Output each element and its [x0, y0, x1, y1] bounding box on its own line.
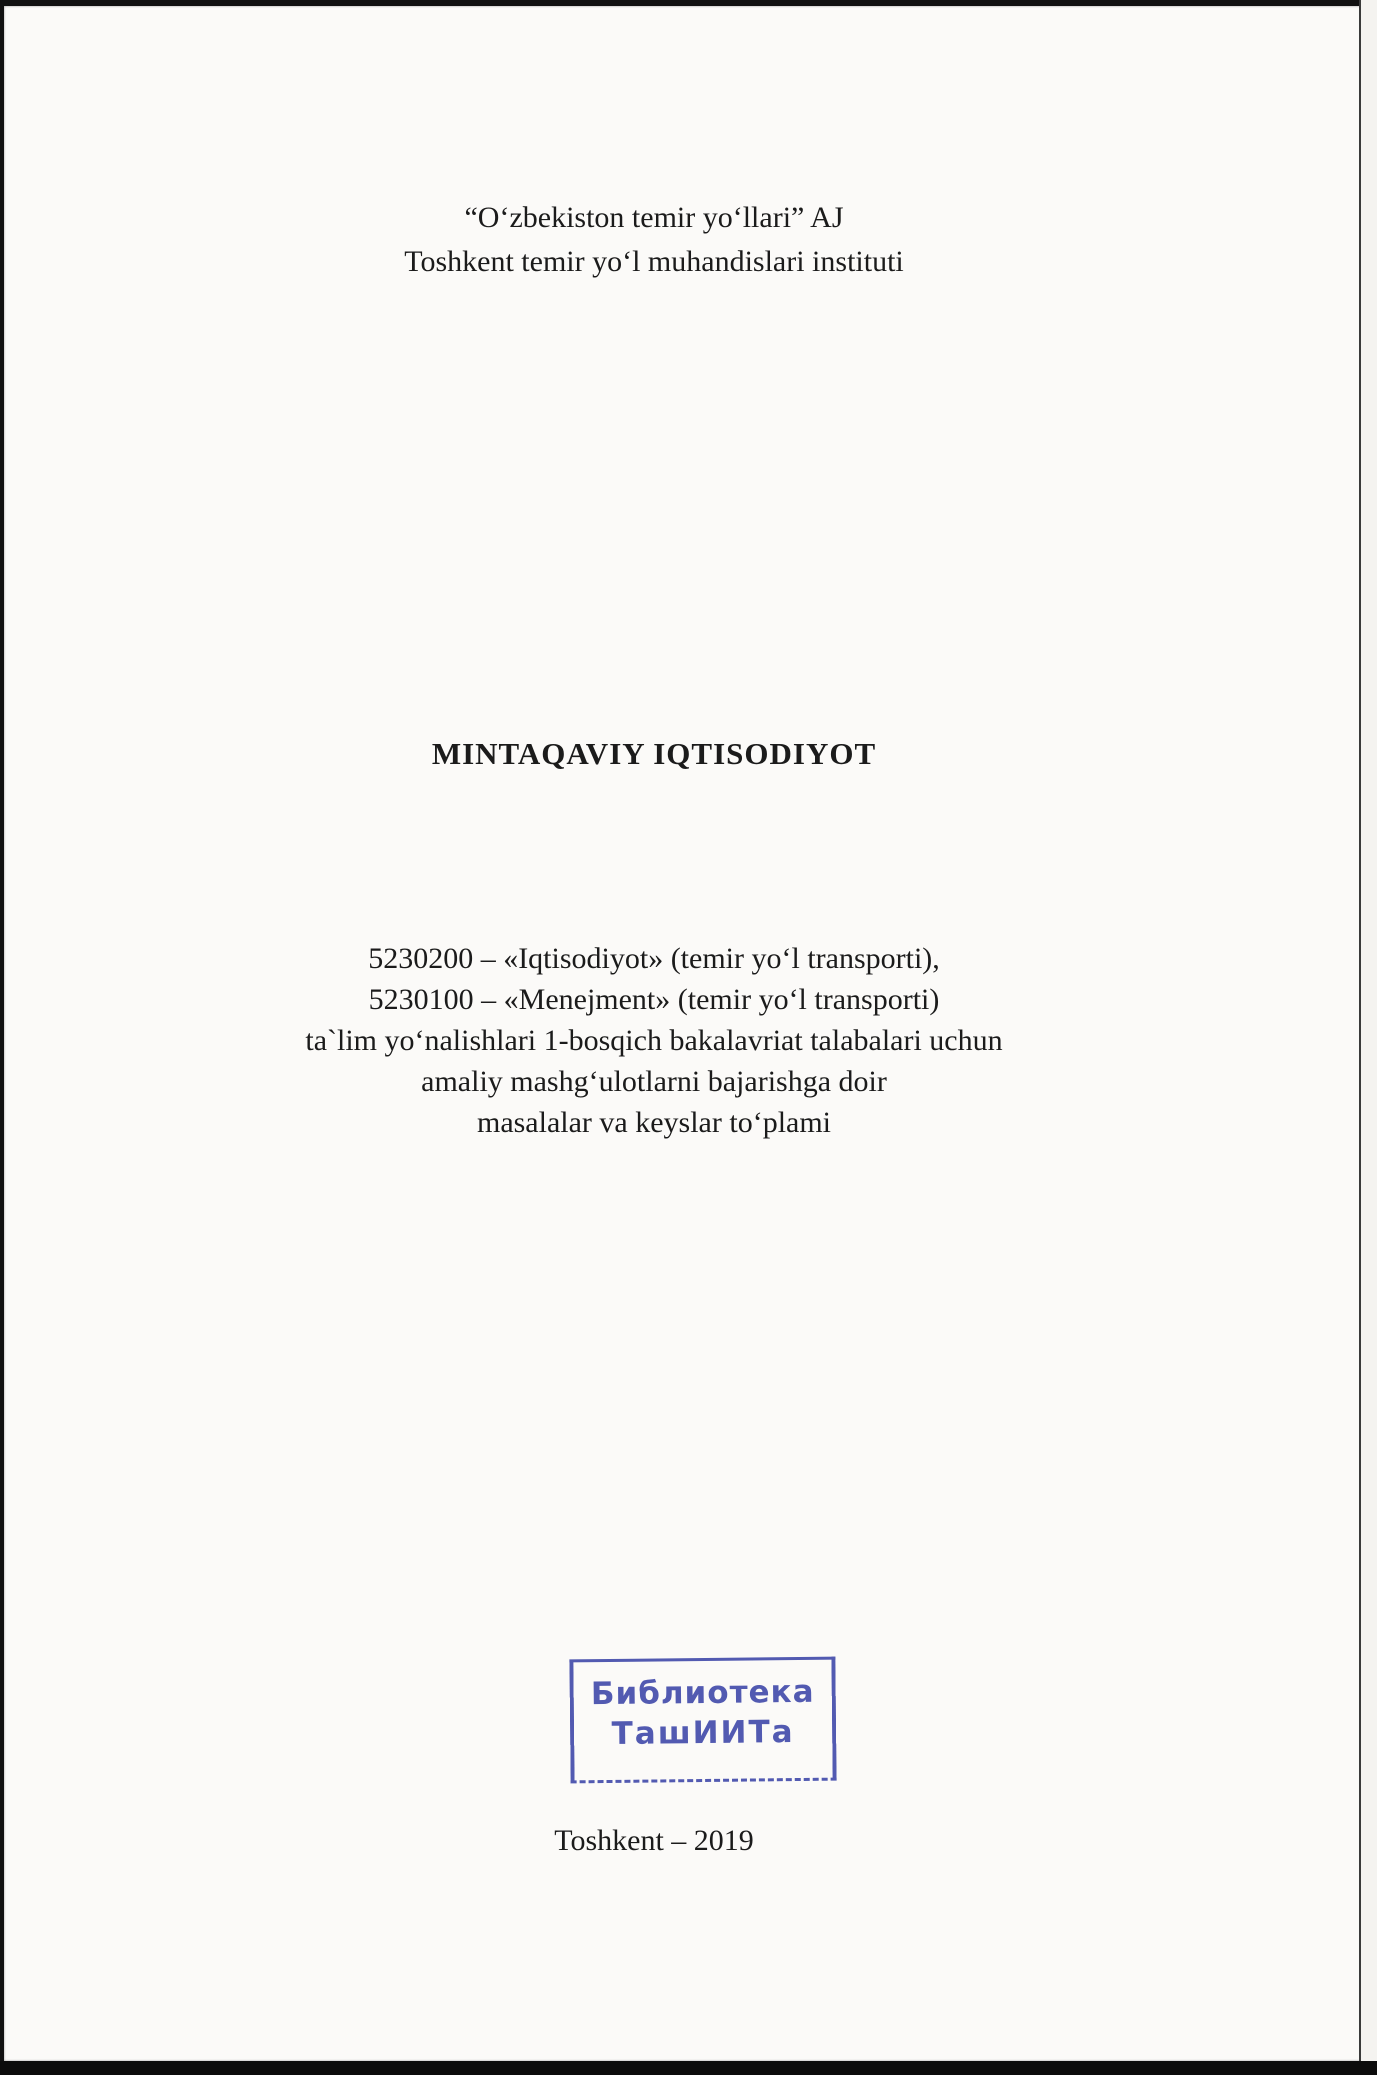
place-and-year: Toshkent – 2019: [554, 1824, 754, 1857]
library-stamp: [569, 1657, 836, 1784]
institute-name: Toshkent temir yo‘l muhandislari instituti: [404, 245, 904, 278]
organization-name: “O‘zbekiston temir yo‘llari” AJ: [464, 201, 844, 234]
scan-edge-bottom: [0, 2061, 1377, 2075]
scan-edge-right: [1359, 0, 1377, 2075]
description-line: amaliy mashg‘ulotlarni bajarishga doir: [421, 1065, 887, 1098]
description-line: 5230100 – «Menejment» (temir yo‘l transporti): [368, 983, 940, 1016]
document-description: [4, 938, 1304, 1143]
stamp-line-institute: ТашИИТа: [611, 1714, 795, 1752]
document-page: [4, 6, 1361, 2061]
stamp-line-library: Библиотека: [590, 1673, 815, 1713]
description-line: ta`lim yo‘nalishlari 1-bosqich bakalavriat talabalari uchun: [305, 1024, 1003, 1057]
description-line: 5230200 – «Iqtisodiyot» (temir yo‘l transporti),: [368, 942, 940, 975]
document-title: MINTAQAVIY IQTISODIYOT: [431, 736, 877, 771]
description-line: masalalar va keyslar to‘plami: [476, 1106, 832, 1139]
header: [4, 196, 1304, 284]
